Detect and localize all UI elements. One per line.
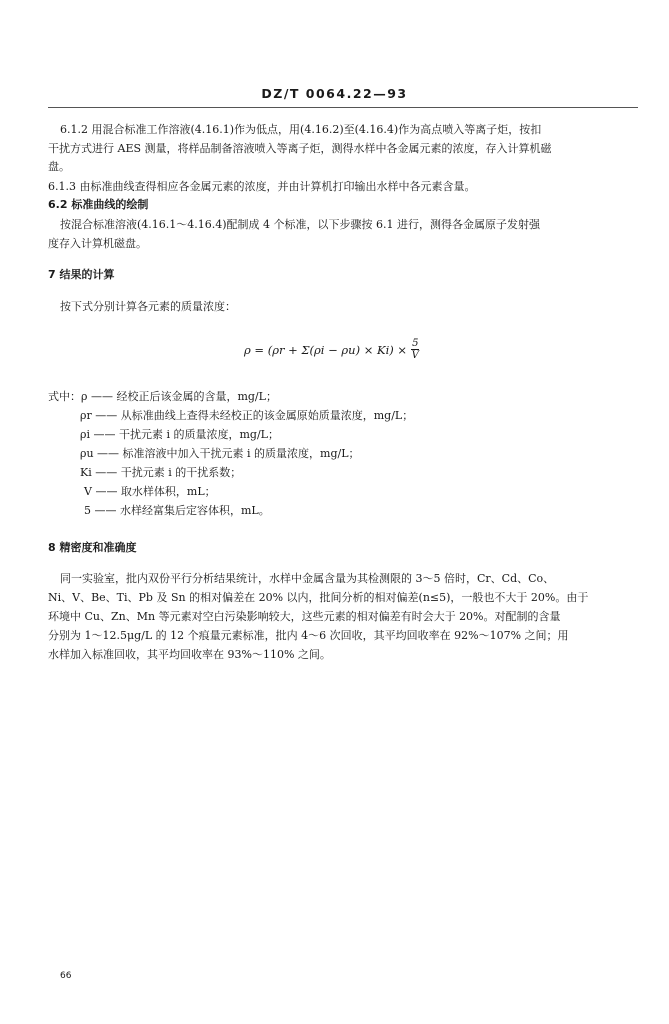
definition-5: 5 —— 水样经富集后定容体积，mL。 [84, 504, 270, 517]
sec-6-1-3-line-1: 6.1.3 由标准曲线查得相应各金属元素的浓度，并由计算机打印输出水样中各元素含量。 [48, 180, 476, 193]
formula-main: ρ = (ρr + Σ(ρi − ρu) × Ki) × [244, 342, 408, 357]
definition-rho-i: ρi —— 干扰元素 i 的质量浓度，mg/L； [80, 428, 279, 441]
definition-rho-r: ρr —— 从标准曲线上查得未经校正的该金属原始质量浓度，mg/L； [80, 409, 414, 422]
sec-6-2-line-2: 度存入计算机磁盘。 [48, 237, 147, 250]
mass-concentration-formula [244, 338, 419, 361]
definition-v: V —— 取水样体积，mL； [84, 485, 216, 498]
formula-denominator: V [411, 350, 419, 361]
sec-8-line-4: 分别为 1～12.5μg/L 的 12 个痕量元素标准，批内 4～6 次回收，其平均回收率在 92%～107% 之间；用 [48, 629, 569, 642]
sec-8-heading: 8 精密度和准确度 [48, 541, 137, 554]
definition-k-i: Ki —— 干扰元素 i 的干扰系数； [80, 466, 242, 479]
sec-8-line-1: 同一实验室，批内双份平行分析结果统计，水样中金属含量为其检测限的 3～5 倍时，Cr、Cd、Co、 [60, 572, 555, 585]
sec-6-2-heading: 6.2 标准曲线的绘制 [48, 198, 149, 211]
sec-7-intro: 按下式分别计算各元素的质量浓度： [60, 300, 236, 313]
sec-8-line-3: 环境中 Cu、Zn、Mn 等元素对空白污染影响较大，这些元素的相对偏差有时会大于 20%。对配制的含量 [48, 610, 561, 623]
sec-6-1-2-line-3: 盘。 [48, 160, 70, 173]
sec-8-line-2: Ni、V、Be、Ti、Pb 及 Sn 的相对偏差在 20% 以内，批间分析的相对偏差(n≤5)，一般也不大于 20%。由于 [48, 591, 589, 604]
definition-rho-u: ρu —— 标准溶液中加入干扰元素 i 的质量浓度，mg/L； [80, 447, 360, 460]
formula-numerator: 5 [412, 338, 419, 349]
document-code-header: DZ/T 0064.22—93 [261, 86, 408, 101]
sec-6-1-2-line-2: 干扰方式进行 AES 测量，将样品制备溶液喷入等离子炬，测得水样中各金属元素的浓度，存入计算机磁 [48, 142, 552, 155]
page-number: 66 [60, 971, 72, 981]
formula-fraction [411, 338, 419, 361]
sec-6-1-2-line-1: 6.1.2 用混合标准工作溶液(4.16.1)作为低点，用(4.16.2)至(4.16.4)作为高点喷入等离子炬，按扣 [60, 123, 542, 136]
header-rule [48, 107, 638, 108]
sec-6-2-line-1: 按混合标准溶液(4.16.1～4.16.4)配制成 4 个标准，以下步骤按 6.1 进行，测得各金属原子发射强 [60, 218, 541, 231]
sec-8-line-5: 水样加入标准回收，其平均回收率在 93%～110% 之间。 [48, 648, 331, 661]
where-lead: 式中：ρ —— 经校正后该金属的含量，mg/L； [48, 390, 277, 403]
sec-7-heading: 7 结果的计算 [48, 268, 115, 281]
